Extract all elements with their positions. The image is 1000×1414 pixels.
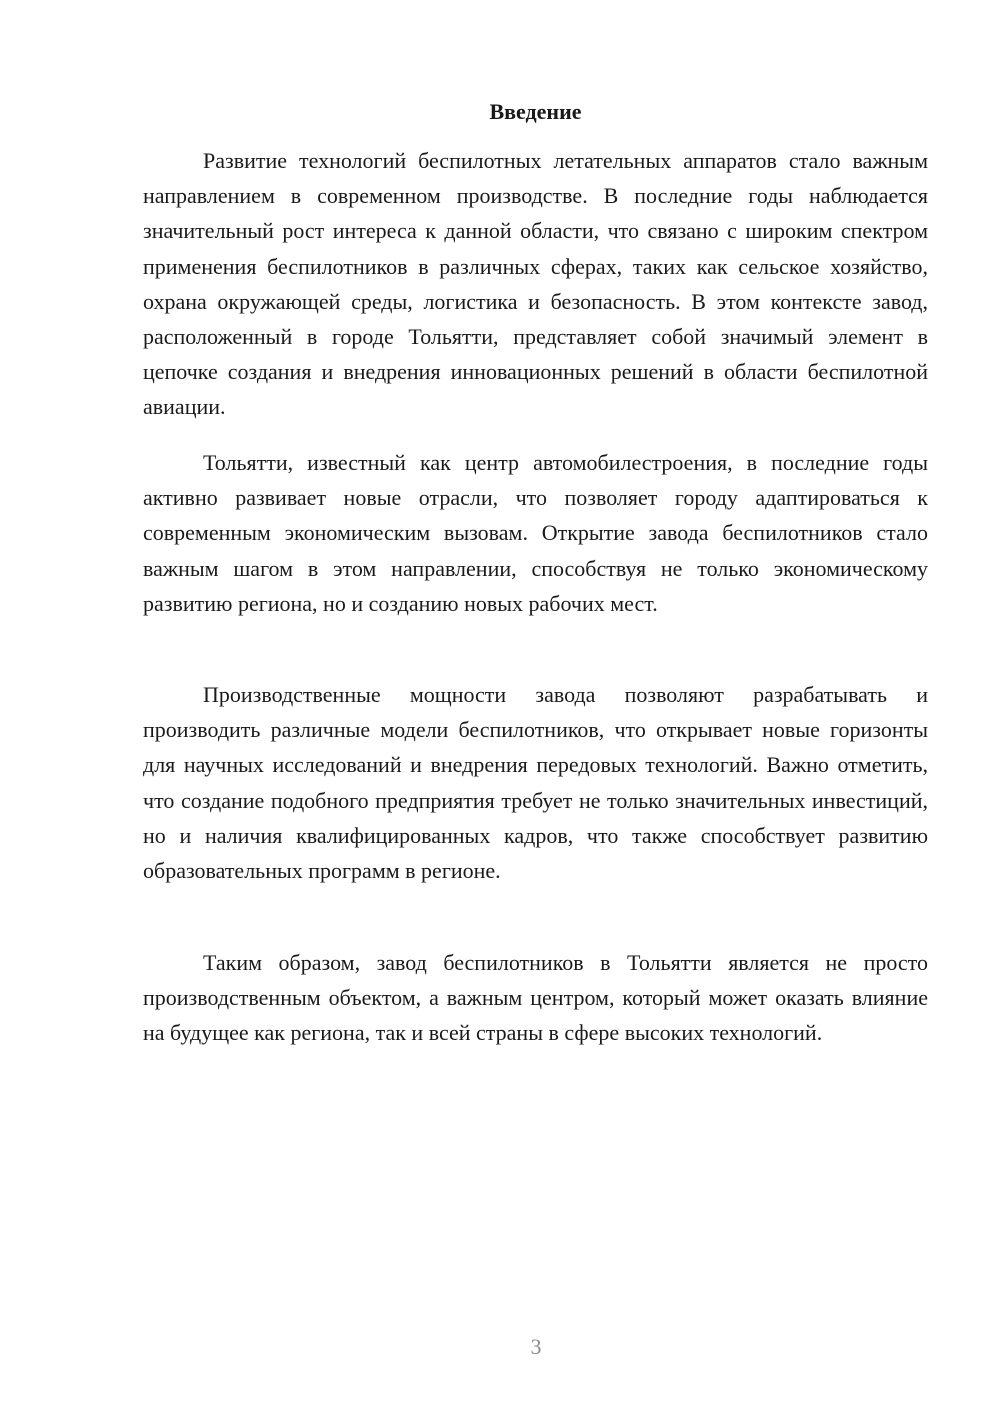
paragraph-1: Развитие технологий беспилотных летательных аппаратов стало важным направлением в современном производстве. В последние годы наблюдается значительный рост интереса к данной области, что связано с широким спектром применения беспилотников в различных сферах, таких как сельское хозяйство, охрана окружающей среды, логистика и безопасность. В этом контексте завод, расположенный в городе Тольятти, представляет собой значимый элемент в цепочке создания и внедрения инновационных решений в области беспилотной авиации. xyxy=(143,148,928,420)
page-number: 3 xyxy=(530,1334,542,1359)
paragraph-2: Тольятти, известный как центр автомобилестроения, в последние годы активно развивает новые отрасли, что позволяет городу адаптироваться к современным экономическим вызовам. Открытие завода беспилотников стало важным шагом в этом направлении, способствуя не только экономическому развитию региона, но и созданию новых рабочих мест. xyxy=(143,450,928,616)
paragraph-3: Производственные мощности завода позволяют разрабатывать и производить различные модели беспилотников, что открывает новые горизонты для научных исследований и внедрения передовых технологий. Важно отметить, что создание подобного предприятия требует не только значительных инвестиций, но и наличия квалифицированных кадров, что также способствует развитию образовательных программ в регионе. xyxy=(143,682,928,884)
paragraph-4: Таким образом, завод беспилотников в Тольятти является не просто производственным объектом, а важным центром, который может оказать влияние на будущее как региона, так и всей страны в сфере высоких технологий. xyxy=(143,950,928,1046)
section-heading: Введение xyxy=(489,99,582,124)
